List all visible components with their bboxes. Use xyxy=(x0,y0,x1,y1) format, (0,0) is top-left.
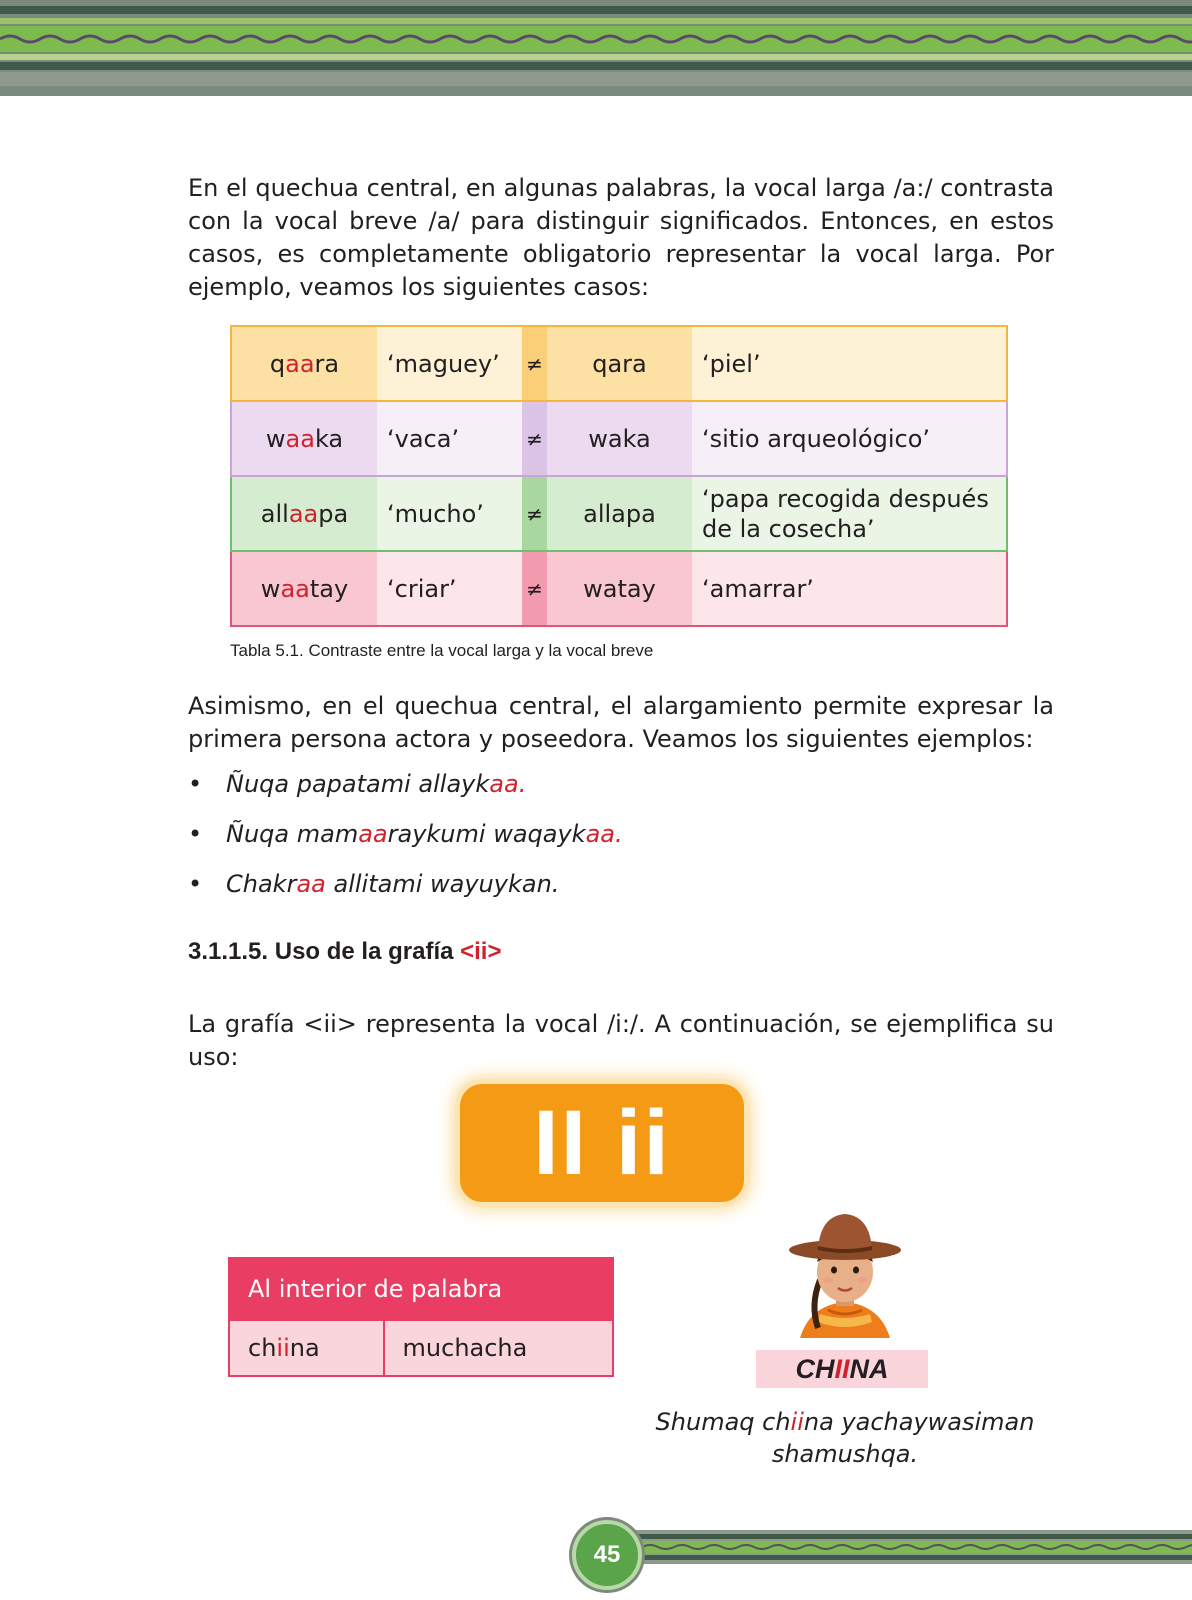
long-gloss-cell: ‘criar’ xyxy=(377,551,522,626)
label-part: NA xyxy=(849,1354,889,1384)
long-vowel-mark: aa xyxy=(285,349,315,378)
page-number: 45 xyxy=(572,1520,642,1590)
long-form-cell xyxy=(231,401,377,476)
not-equal-cell: ≠ xyxy=(522,476,547,551)
example-text: Ñuqa mam xyxy=(226,820,359,848)
caption-part: Shumaq ch xyxy=(655,1408,791,1436)
long-form-cell xyxy=(231,326,377,401)
letter-badge xyxy=(460,1084,744,1202)
illustration-label xyxy=(756,1350,928,1388)
long-vowel-mark: aa xyxy=(489,770,519,798)
short-gloss-cell: ‘sitio arqueológico’ xyxy=(692,401,1007,476)
table-row xyxy=(231,551,1007,626)
not-equal-cell: ≠ xyxy=(522,551,547,626)
table-caption: Tabla 5.1. Contraste entre la vocal larga y la vocal breve xyxy=(230,641,654,660)
long-gloss-cell: ‘maguey’ xyxy=(377,326,522,401)
word-part: w xyxy=(265,424,286,453)
example-text: raykumi waqayk xyxy=(387,820,586,848)
example-period: . xyxy=(615,820,623,848)
short-gloss-cell: ‘papa recogida después de la cosecha’ xyxy=(692,476,1007,551)
long-vowel-mark: aa xyxy=(585,820,615,848)
table-row xyxy=(231,476,1007,551)
long-gloss-cell: ‘mucho’ xyxy=(377,476,522,551)
footer-decorative-band xyxy=(610,1530,1192,1564)
caption-part: na yachaywasiman shamushqa. xyxy=(771,1408,1035,1468)
example-text: Chakr xyxy=(226,870,297,898)
word-part: tay xyxy=(309,574,349,603)
top-decorative-band xyxy=(0,0,1192,96)
table-row xyxy=(231,401,1007,476)
contrast-table xyxy=(230,325,1008,627)
intro-paragraph: En el quechua central, en algunas palabras, la vocal larga /a:/ contrasta con la vocal breve /a/ para distinguir significados. Entonces, en estos casos, es completamente obligatorio representar la vocal larga. Por ejemplo, veamos los siguientes casos: xyxy=(188,174,1054,301)
word-part: all xyxy=(260,499,289,528)
grapheme-paragraph: La grafía <ii> representa la vocal /i:/. A continuación, se ejemplifica su uso: xyxy=(188,1010,1054,1071)
example-period: . xyxy=(518,770,527,798)
long-vowel-mark: aa xyxy=(296,870,326,898)
letter-badge-text: II ii xyxy=(533,1092,671,1194)
meaning-cell: muchacha xyxy=(384,1320,613,1376)
long-vowel-mark: aa xyxy=(280,574,310,603)
long-vowel-mark: aa xyxy=(285,424,315,453)
example-text: allitami wayuykan. xyxy=(325,870,560,898)
short-gloss-cell: ‘piel’ xyxy=(692,326,1007,401)
girl-illustration xyxy=(780,1210,910,1345)
bullet-dot: • xyxy=(188,870,203,898)
long-vowel-mark: ii xyxy=(276,1334,290,1362)
lengthening-paragraph: Asimismo, en el quechua central, el alargamiento permite expresar la primera persona actora y poseedora. Veamos los siguientes ejemplos: xyxy=(188,692,1054,753)
word-part: ch xyxy=(248,1334,277,1362)
section-heading xyxy=(188,938,502,966)
short-form-cell: allapa xyxy=(547,476,692,551)
short-form-cell: watay xyxy=(547,551,692,626)
word-part: q xyxy=(269,349,286,378)
example-word-cell xyxy=(229,1320,384,1376)
long-vowel-mark: aa xyxy=(288,499,319,528)
label-part: CH xyxy=(795,1354,835,1384)
long-vowel-mark: aa xyxy=(358,820,388,848)
interior-table-header: Al interior de palabra xyxy=(229,1258,613,1320)
not-equal-cell: ≠ xyxy=(522,401,547,476)
short-form-cell: waka xyxy=(547,401,692,476)
long-gloss-cell: ‘vaca’ xyxy=(377,401,522,476)
long-vowel-mark: ii xyxy=(790,1408,804,1436)
table-row xyxy=(231,326,1007,401)
example-list xyxy=(188,768,623,918)
heading-text: 3.1.1.5. Uso de la grafía xyxy=(188,938,461,965)
list-item xyxy=(188,818,623,868)
long-form-cell xyxy=(231,551,377,626)
long-vowel-mark: II xyxy=(834,1354,850,1384)
example-text: Ñuqa papatami allayk xyxy=(226,770,490,798)
interior-word-table xyxy=(228,1257,614,1377)
heading-grapheme: <ii> xyxy=(460,938,502,965)
word-part: ra xyxy=(314,349,340,378)
word-part: w xyxy=(260,574,281,603)
word-part: pa xyxy=(318,499,349,528)
long-form-cell xyxy=(231,476,377,551)
bullet-dot: • xyxy=(188,770,203,798)
bullet-dot: • xyxy=(188,820,203,848)
not-equal-cell: ≠ xyxy=(522,326,547,401)
word-part: na xyxy=(289,1334,320,1362)
short-form-cell: qara xyxy=(547,326,692,401)
list-item xyxy=(188,768,623,818)
list-item xyxy=(188,868,623,918)
illustration-caption xyxy=(640,1406,1050,1470)
word-part: ka xyxy=(314,424,344,453)
short-gloss-cell: ‘amarrar’ xyxy=(692,551,1007,626)
